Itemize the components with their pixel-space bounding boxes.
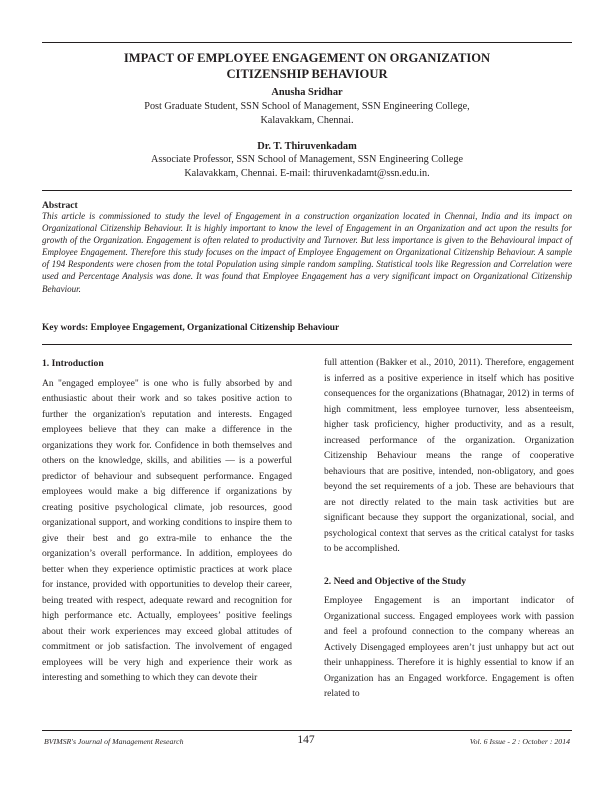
left-column: [42, 356, 292, 687]
author-name-1: Anusha Sridhar: [271, 87, 343, 98]
footer-journal-name: BVIMSR's Journal of Management Research: [44, 737, 184, 746]
title-line-2: CITIZENSHIP BEHAVIOUR: [226, 67, 388, 81]
introduction-text: An "engaged employee" is one who is fully absorbed by and enthusiastic about their work and so takes positive action to further the organization's reputation and interests. Engaged employees believe that they can make a difference in the organizations they work for. Confidence in both themselves and others on the knowledge, skills, and abilities — is a powerful predictor of behaviour and subsequent performance. Engaged employees would make a big difference if organizations by creating positive psychological climate, job resources, good organizational support, and working conditions to inspire them to give their best and go extra-mile to enhance the the organization’s overall performance. In addition, employees do better when they experience optimistic practices at work place for instance, provided with opportunities to develop their career, being treated with respect, adequate reward and recognition for high performance etc. Actually, employees’ positive feelings about their work experiences may exceed global attitudes of commitment or job satisfaction. The involvement of engaged employees will be very high and experience their work as interesting and something to which they can devote their: [42, 378, 292, 683]
footer-rule: [42, 730, 572, 731]
top-rule: [42, 42, 572, 43]
keywords-text: Employee Engagement, Organizational Citizenship Behaviour: [90, 323, 340, 333]
author-affiliation-2: [42, 153, 572, 180]
affiliation-2-line-2: Kalavakkam, Chennai. E-mail: thiruvenkadamt@ssn.edu.in.: [184, 167, 430, 179]
title-line-1: IMPACT OF EMPLOYEE ENGAGEMENT ON ORGANIZATION: [123, 51, 491, 65]
keywords-label: Key words:: [42, 323, 89, 333]
affiliation-2-line-1: Associate Professor, SSN School of Management, SSN Engineering College: [151, 154, 463, 165]
abstract-text: This article is commissioned to study the level of Engagement in a construction organization located in Chennai, India and its impact on Organizational Citizenship Behaviour. It is highly important to know the level of Engagement in an Organization and act upon the results for growth of the Organization. Engagement is often related to productivity and Turnover. But less importance is given to the Behavioural impact of Employee Engagement. Therefore this study focuses on the impact of Employee Engagement on Organizational Citizenship Behaviour. A sample of 194 Respondents were chosen from the total Population using simple random sampling. Statistical tools like Regression and Correlation were used and Percentage Analysis was done. It was found that Employee Engagement has a very significant impact on Organizational Citizenship Behaviour.: [42, 211, 572, 294]
abstract-top-rule: [42, 190, 572, 191]
page-number: 147: [297, 734, 315, 746]
footer-issue: Vol. 6 Issue - 2 : October : 2014: [469, 737, 570, 746]
paper-title: [42, 50, 572, 82]
affiliation-1-line-1: Post Graduate Student, SSN School of Management, SSN Engineering College,: [144, 101, 470, 112]
need-objective-text: Employee Engagement is an important indicator of Organizational success. Engaged employees work with passion and feel a profound connection to the company whereas an Actively Disengaged employees aren’t just unhappy but act out their unhappiness. Therefore it is highly essential to know if an Organization has an Engaged workforce. Engagement is often related to: [324, 596, 574, 699]
introduction-heading: 1. Introduction: [42, 358, 104, 369]
right-column: [324, 356, 574, 703]
need-objective-heading: 2. Need and Objective of the Study: [324, 575, 467, 587]
keywords: [42, 323, 572, 333]
author-affiliation-1: [42, 100, 572, 127]
introduction-continued-text: full attention (Bakker et al., 2010, 2011). Therefore, engagement is inferred as a positive experience in itself which has positive consequences for the organizations (Bhatnagar, 2012) in terms of high commitment, less employee turnover, less absenteeism, higher task proficiency, higher productivity, and as a result, increased performance of the organization. Organization Citizenship Behaviour means the range of cooperative behaviours that are positive, intended, non-obligatory, and goes beyond the set requirements of a job. These are behaviours that are not directly related to the main task activities but are significant because they support the organizational, social, and psychological context that serves as the critical catalyst for tasks to be accomplished.: [324, 358, 574, 554]
abstract-heading: Abstract: [42, 200, 78, 211]
keywords-bottom-rule: [42, 344, 572, 345]
affiliation-1-line-2: Kalavakkam, Chennai.: [260, 114, 354, 126]
author-name-2: Dr. T. Thiruvenkadam: [257, 141, 357, 152]
